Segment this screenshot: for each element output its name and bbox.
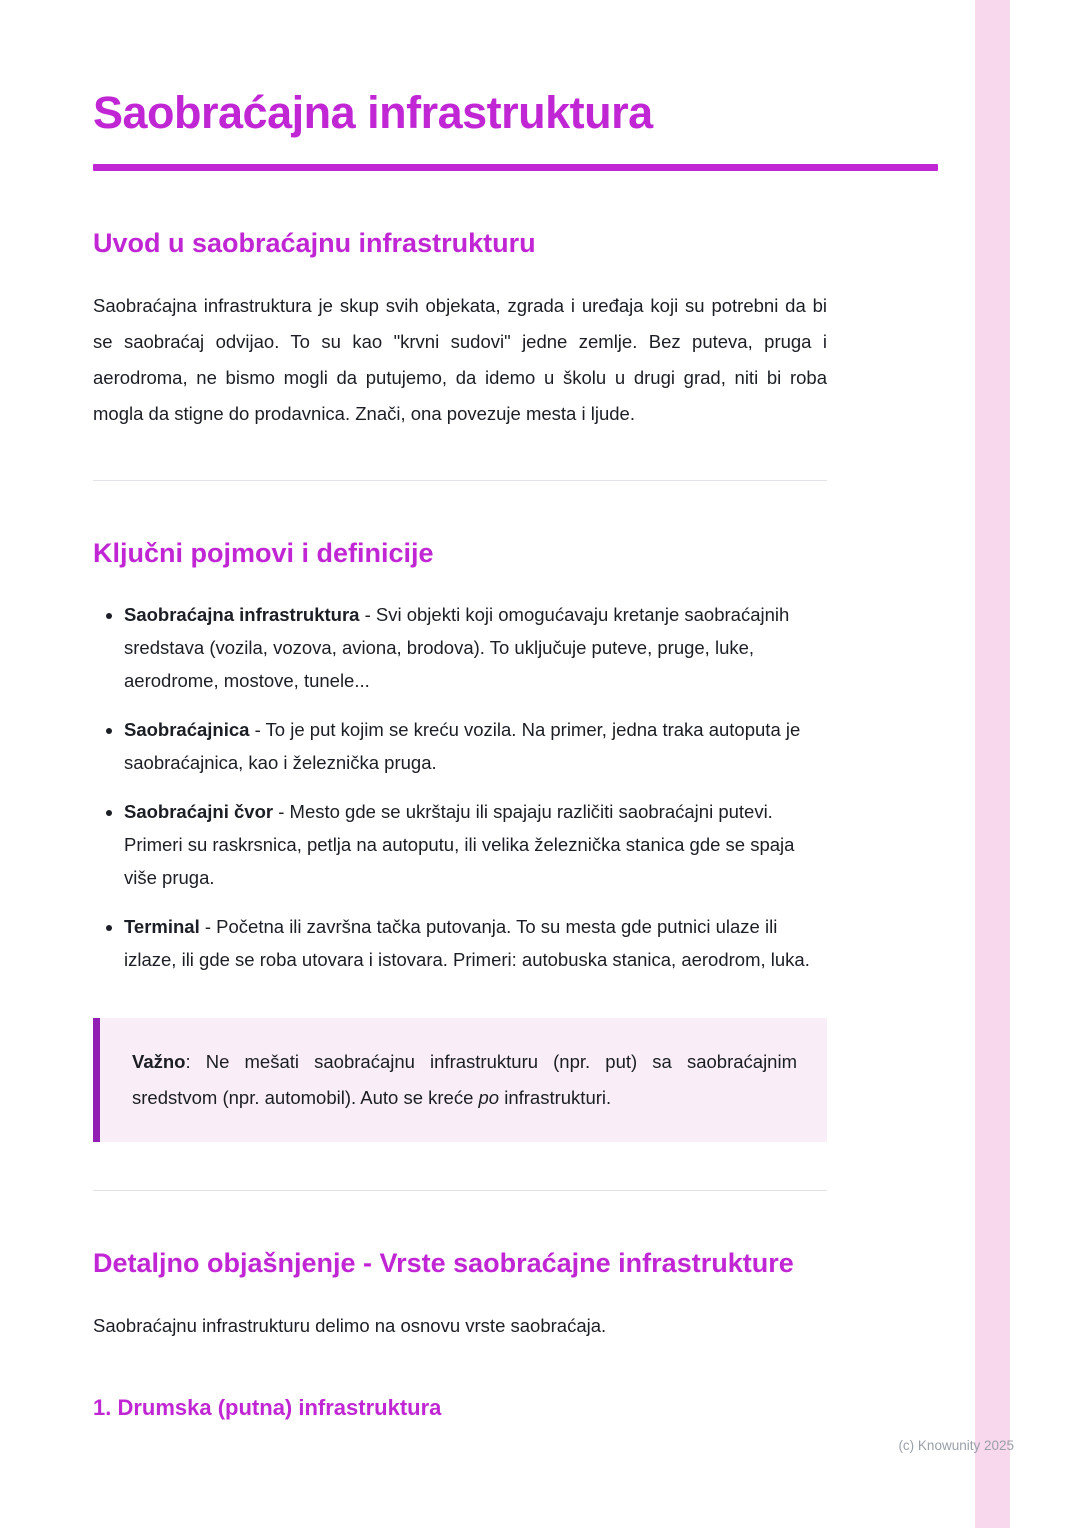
page-title: Saobraćajna infrastruktura	[93, 87, 653, 138]
page-accent-stripe	[975, 0, 1010, 1528]
details-heading: Detaljno objašnjenje - Vrste saobraćajne infrastrukture	[93, 1248, 794, 1278]
term-definition: - Mesto gde se ukrštaju ili spajaju različiti saobraćajni putevi. Primeri su raskrsnica, petlja na autoputu, ili velika železnička stanica gde se spaja više pruga.	[124, 801, 795, 888]
intro-heading: Uvod u saobraćajnu infrastrukturu	[93, 228, 536, 258]
term-name: Saobraćajnica	[124, 719, 250, 740]
document-content	[93, 86, 827, 1422]
copyright-footer: (c) Knowunity 2025	[898, 1438, 1014, 1453]
title-underline-rule	[93, 164, 938, 171]
callout-text	[132, 1044, 797, 1116]
term-name: Terminal	[124, 916, 200, 937]
term-list-item	[124, 795, 827, 894]
terms-heading: Ključni pojmovi i definicije	[93, 538, 434, 568]
term-name: Saobraćajna infrastruktura	[124, 604, 360, 625]
section-intro	[93, 225, 827, 432]
term-definition: - To je put kojim se kreću vozila. Na primer, jedna traka autoputa je saobraćajnica, kao i železnička pruga.	[124, 719, 801, 773]
details-subheading: 1. Drumska (putna) infrastruktura	[93, 1395, 442, 1420]
term-list-item	[124, 713, 827, 779]
section-key-terms	[93, 535, 827, 1142]
term-definition: - Početna ili završna tačka putovanja. To su mesta gde putnici ulaze ili izlaze, ili gde se roba utovara i istovara. Primeri: autobuska stanica, aerodrom, luka.	[124, 916, 810, 970]
term-definition: - Svi objekti koji omogućavaju kretanje saobraćajnih sredstava (vozila, vozova, aviona, brodova). To uključuje puteve, pruge, luke, aerodrome, mostove, tunele...	[124, 604, 790, 691]
term-list	[93, 598, 827, 976]
section-divider-2	[93, 1190, 827, 1191]
callout-label: Važno	[132, 1051, 186, 1072]
intro-paragraph: Saobraćajna infrastruktura je skup svih objekata, zgrada i uređaja koji su potrebni da bi se saobraćaj odvijao. To su kao "krvni sudovi" jedne zemlje. Bez puteva, pruga i aerodroma, ne bismo mogli da putujemo, da idemo u školu u drugi grad, niti bi roba mogla da stigne do prodavnica. Znači, ona povezuje mesta i ljude.	[93, 295, 827, 424]
important-callout	[93, 1018, 827, 1142]
term-list-item	[124, 910, 827, 976]
term-list-item	[124, 598, 827, 697]
callout-body-before: : Ne mešati saobraćajnu infrastrukturu (npr. put) sa saobraćajnim sredstvom (npr. automobil). Auto se kreće	[132, 1051, 797, 1108]
details-paragraph: Saobraćajnu infrastrukturu delimo na osnovu vrste saobraćaja.	[93, 1315, 607, 1336]
callout-body-after: infrastrukturi.	[499, 1087, 612, 1108]
section-details	[93, 1245, 827, 1422]
section-divider-1	[93, 480, 827, 481]
term-name: Saobraćajni čvor	[124, 801, 274, 822]
callout-italic-word: po	[478, 1087, 500, 1108]
